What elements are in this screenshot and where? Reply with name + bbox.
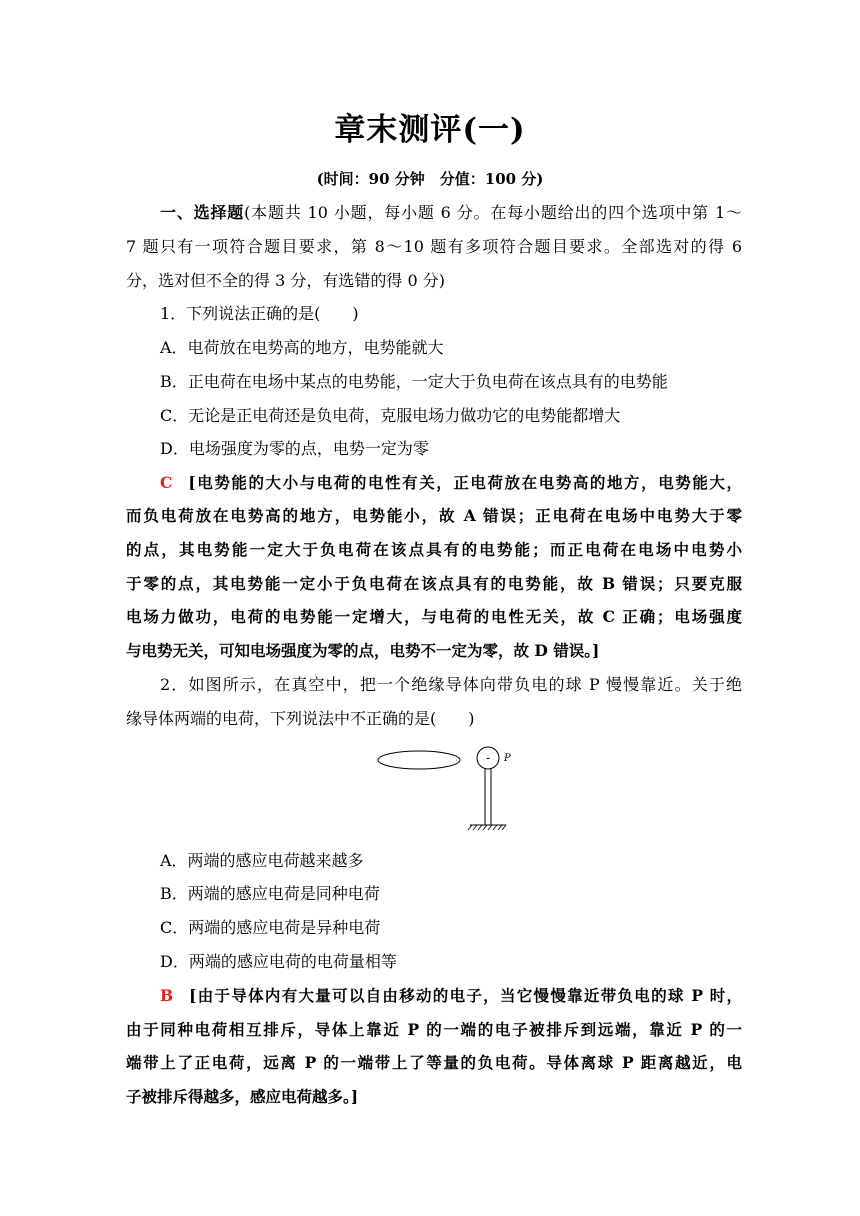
question-2-option-b: B．两端的感应电荷是同种电荷	[160, 884, 380, 903]
page-title: 章末测评(一)	[334, 112, 526, 148]
question-1-option-a: A．电荷放在电势高的地方，电势能就大	[160, 338, 444, 357]
section-intro-line	[160, 202, 742, 224]
question-2-explanation-line: 子被排斥得越多，感应电荷越多。]	[126, 1087, 359, 1106]
ground-hatching	[468, 825, 506, 830]
question-2-explanation-line: 由于同种电荷相互排斥，导体上靠近 P 的一端的电子被排斥到远端，靠近 P 的一	[126, 1020, 742, 1039]
explanation-text: [由于导体内有大量可以自由移动的电子，当它慢慢靠近带负电的球 P 时，	[189, 986, 742, 1005]
question-1-explanation-line: 的点，其电势能一定大于负电荷在该点具有的电势能；而正电荷在电场中电势小	[126, 540, 742, 559]
section-intro-line: 分，选对但不全的得 3 分，有选错的得 0 分)	[126, 271, 445, 290]
question-1-explanation-line: 电场力做功，电荷的电势能一定增大，与电荷的电性无关，故 C 正确；电场强度	[126, 607, 742, 626]
question-2-explanation-line: 端带上了正电荷，远离 P 的一端带上了等量的负电荷。导体离球 P 距离越近，电	[126, 1053, 742, 1072]
question-2-option-c: C．两端的感应电荷是异种电荷	[160, 918, 381, 937]
question-2-option-a: A．两端的感应电荷越来越多	[160, 851, 364, 870]
explanation-text: [电势能的大小与电荷的电性有关，正电荷放在电势高的地方，电势能大，	[188, 473, 742, 492]
question-1-explanation-line: 而负电荷放在电势高的地方，电势能小，故 A 错误；正电荷在电场中电势大于零	[126, 506, 742, 525]
question-1-answer: C	[160, 473, 173, 492]
negative-sign: -	[485, 751, 491, 765]
question-2-explanation-line	[160, 985, 742, 1007]
sphere-label: P	[504, 753, 511, 764]
question-1-explanation-line	[160, 472, 742, 494]
question-2-answer: B	[160, 986, 174, 1005]
section-heading: 一、选择题	[160, 203, 245, 222]
question-1-option-d: D．电场强度为零的点，电势一定为零	[160, 439, 429, 458]
question-1-option-b: B．正电荷在电场中某点的电势能，一定大于负电荷在该点具有的电势能	[160, 372, 668, 391]
question-1-option-c: C．无论是正电荷还是负电荷，克服电场力做功它的电势能都增大	[160, 406, 621, 425]
exam-info: (时间：90 分钟 分值：100 分)	[316, 170, 544, 188]
section-intro-text: (本题共 10 小题，每小题 6 分。在每小题给出的四个选项中第 1～	[244, 203, 742, 222]
question-2-stem-line: 2．如图所示，在真空中，把一个绝缘导体向带负电的球 P 慢慢靠近。关于绝	[160, 675, 742, 694]
question-1-stem: 1．下列说法正确的是( )	[160, 304, 359, 323]
question-1-explanation-line: 于零的点，其电势能一定小于负电荷在该点具有的电势能，故 B 错误；只要克服	[126, 574, 742, 593]
conductor-and-charged-sphere-diagram	[376, 740, 516, 834]
question-1-explanation-line: 与电势无关，可知电场强度为零的点，电势不一定为零，故 D 错误。]	[126, 641, 600, 660]
question-2-option-d: D．两端的感应电荷的电荷量相等	[160, 952, 397, 971]
insulated-conductor	[378, 751, 460, 769]
section-intro-line: 7 题只有一项符合题目要求，第 8～10 题有多项符合题目要求。全部选对的得 6	[126, 237, 742, 256]
question-2-stem-line: 缘导体两端的电荷，下列说法中不正确的是( )	[126, 709, 475, 728]
